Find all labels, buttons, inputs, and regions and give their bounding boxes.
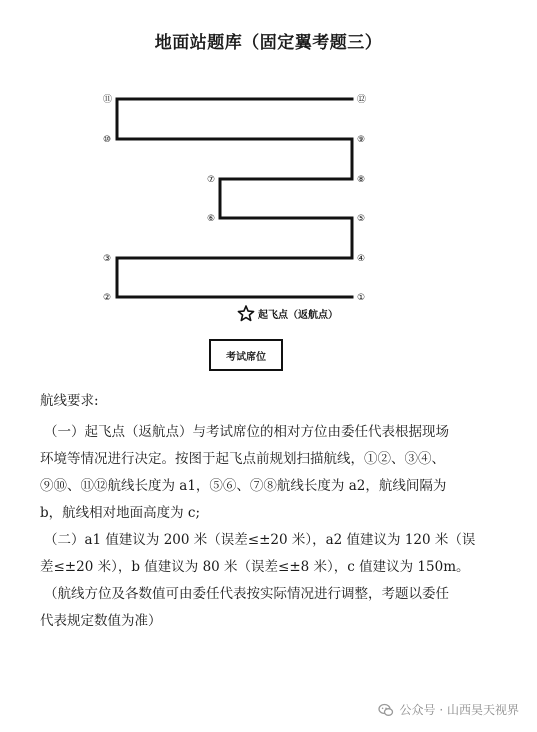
waypoint-2: ② xyxy=(103,293,112,303)
waypoint-8: ⑧ xyxy=(357,175,366,185)
paragraph1-line1: （一）起飞点（返航点）与考试席位的相对方位由委任代表根据现场 xyxy=(44,424,449,440)
watermark xyxy=(378,701,519,718)
waypoint-1: ① xyxy=(357,293,366,303)
scan-route-path xyxy=(117,99,352,297)
exam-seat-box xyxy=(209,339,283,371)
takeoff-point-label: 起飞点（返航点） xyxy=(258,310,338,321)
paragraph2-line4: 代表规定数值为准） xyxy=(40,613,162,629)
page-title: 地面站题库（固定翼考题三） xyxy=(154,33,383,53)
requirements-heading: 航线要求: xyxy=(40,393,99,409)
exam-seat-label: 考试席位 xyxy=(226,351,266,363)
requirements-section xyxy=(40,388,510,635)
paragraph2-line2: 差≤±20 米），b 值建议为 80 米（误差≤±8 米），c 值建议为 150m。 xyxy=(40,559,470,575)
waypoint-3: ③ xyxy=(103,254,112,264)
paragraph1-line3: ⑨⑩、⑪⑫航线长度为 a1，⑤⑥、⑦⑧航线长度为 a2，航线间隔为 xyxy=(40,478,447,494)
paragraph1-line4: b，航线相对地面高度为 c; xyxy=(40,505,201,521)
waypoint-7: ⑦ xyxy=(207,175,216,185)
waypoint-12: ⑫ xyxy=(357,95,367,105)
takeoff-star-icon xyxy=(238,306,253,320)
watermark-text: 公众号 · 山西昊天视界 xyxy=(399,703,519,717)
waypoint-9: ⑨ xyxy=(357,135,366,145)
waypoint-11: ⑪ xyxy=(103,95,113,105)
paragraph1-line2: 环境等情况进行决定。按图于起飞点前规划扫描航线，①②、③④、 xyxy=(40,451,445,467)
waypoint-5: ⑤ xyxy=(357,214,366,224)
waypoint-6: ⑥ xyxy=(207,214,216,224)
paragraph2-line3: （航线方位及各数值可由委任代表按实际情况进行调整，考题以委任 xyxy=(44,586,449,602)
waypoint-4: ④ xyxy=(357,254,366,264)
wechat-icon xyxy=(378,702,394,718)
paragraph2-line1: （二）a1 值建议为 200 米（误差≤±20 米），a2 值建议为 120 米（误 xyxy=(44,532,476,548)
waypoint-10: ⑩ xyxy=(103,135,112,145)
